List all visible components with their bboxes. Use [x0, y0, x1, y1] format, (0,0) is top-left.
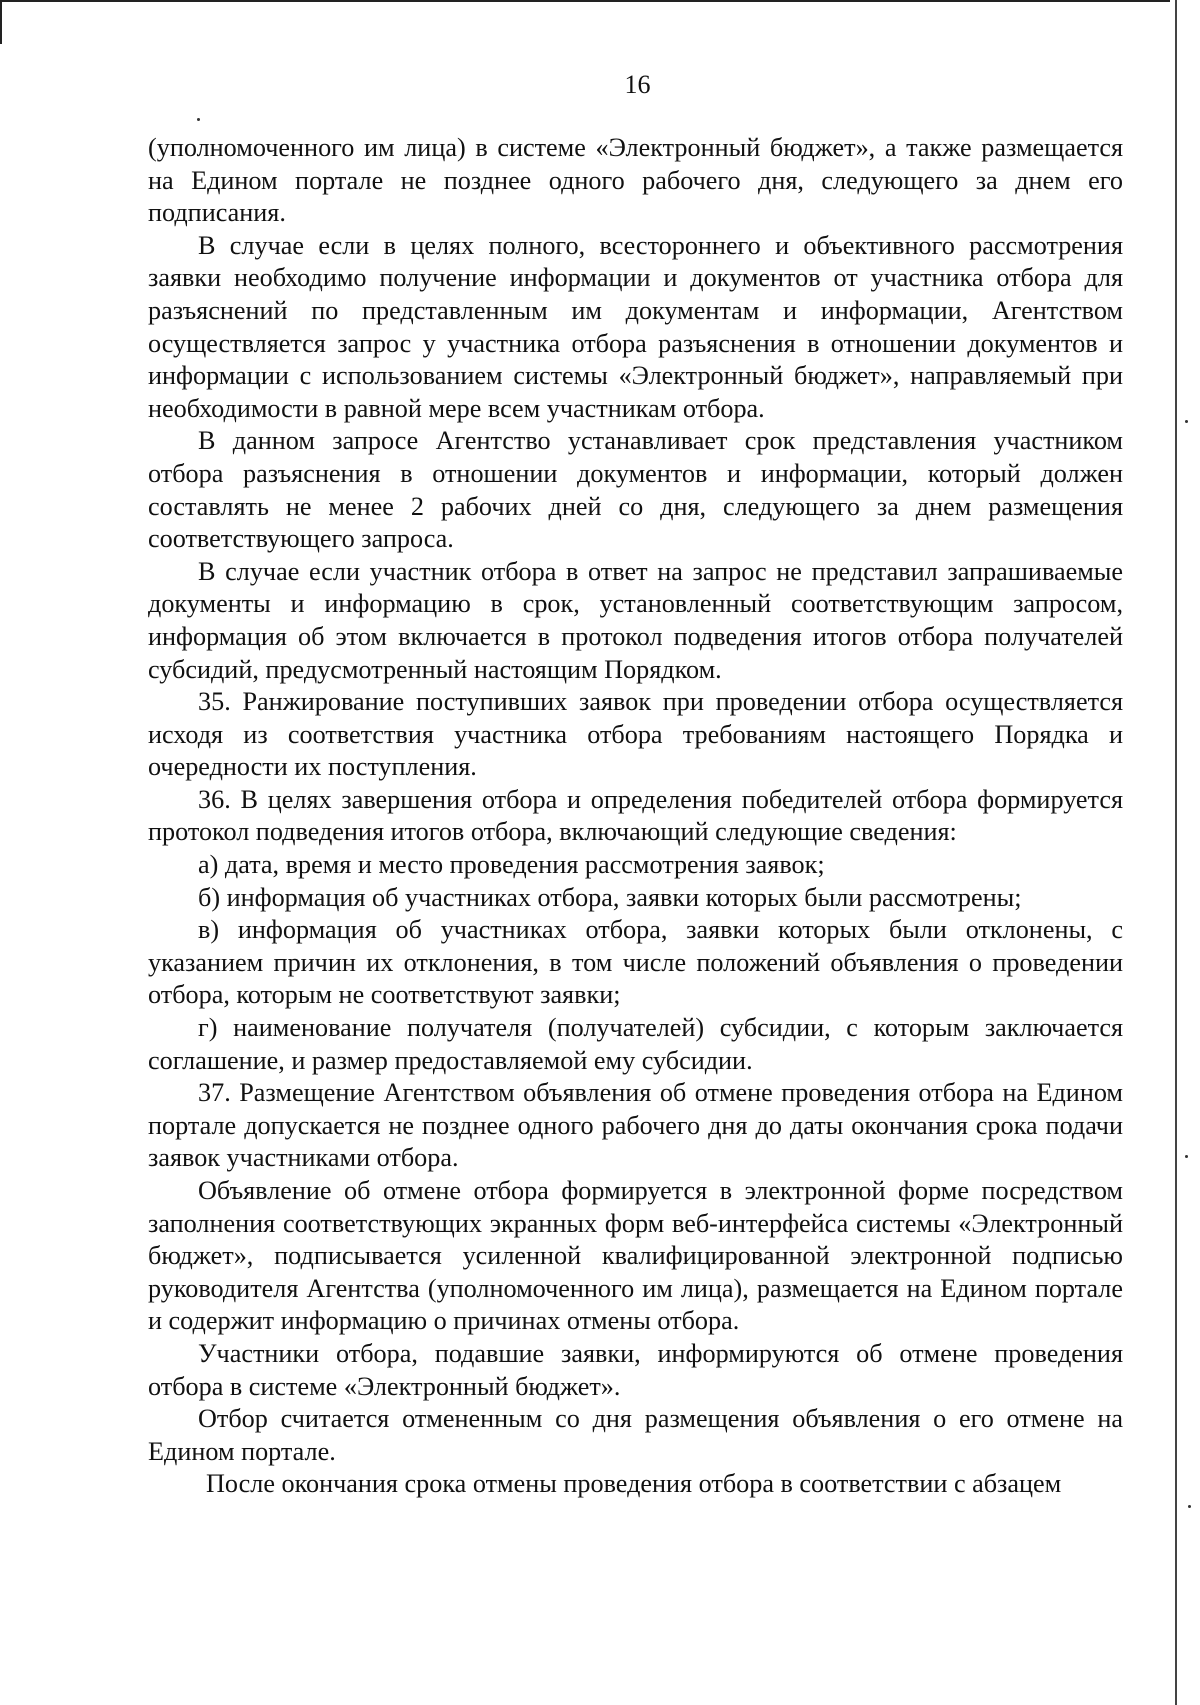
scan-top-border	[0, 0, 1170, 2]
paragraph-item-37: 37. Размещение Агентством объявления об отмене проведения отбора на Едином портале допускается не позднее одного рабочего дня до даты окончания срока подачи заявок участниками отбора.	[148, 1078, 1123, 1173]
paragraph-item-35: 35. Ранжирование поступивших заявок при проведении отбора осуществляется исходя из соответствия участника отбора требованиям настоящего Порядка и очередности их поступления.	[148, 687, 1123, 782]
page-number: 16	[624, 70, 651, 99]
paragraph-request-deadline: В данном запросе Агентство устанавливает срок представления участником отбора разъяснения в отношении документов и информации, который должен составлять не менее 2 рабочих дней со дня, следующего за днем размещения соответствующего запроса.	[148, 426, 1123, 554]
document-body	[148, 132, 1123, 1501]
scan-left-border	[0, 0, 2, 44]
paragraph-no-response: В случае если участник отбора в ответ на запрос не представил запрашиваемые документы и информацию в срок, установленный соответствующим запросом, информация об этом включается в протокол подведения итогов отбора получателей субсидий, предусмотренный настоящим Порядком.	[148, 556, 1123, 684]
paragraph-cancel-announcement: Объявление об отмене отбора формируется в электронной форме посредством заполнения соответствующих экранных форм веб-интерфейса системы «Электронный бюджет», подписывается усиленной квалифицированной электронной подписью руководителя Агентства (уполномоченного им лица), размещается на Едином портале и содержит информацию о причинах отмены отбора.	[148, 1176, 1123, 1336]
scan-speck	[1188, 1505, 1191, 1508]
list-item-a: а) дата, время и место проведения рассмотрения заявок;	[198, 850, 825, 880]
paragraph-item-36: 36. В целях завершения отбора и определения победителей отбора формируется протокол подведения итогов отбора, включающий следующие сведения:	[148, 784, 1123, 847]
scan-speck	[197, 118, 200, 121]
paragraph-continuation: (уполномоченного им лица) в системе «Электронный бюджет», а также размещается на Едином портале не позднее одного рабочего дня, следующего за днем его подписания.	[148, 133, 1123, 228]
list-item-g: г) наименование получателя (получателей) субсидии, с которым заключается соглашение, и размер предоставляемой ему субсидии.	[148, 1013, 1123, 1075]
scan-speck	[1185, 420, 1188, 423]
paragraph-request-clarification: В случае если в целях полного, всестороннего и объективного рассмотрения заявки необходимо получение информации и документов от участника отбора для разъяснений по представленным им документам и информации, Агентством осуществляется запрос у участника отбора разъяснения в отношении документов и информации с использованием системы «Электронный бюджет», направляемый при необходимости в равной мере всем участникам отбора.	[148, 230, 1123, 423]
paragraph-cancel-effective: Отбор считается отмененным со дня размещения объявления о его отмене на Едином портале.	[148, 1404, 1123, 1466]
paragraph-participants-informed: Участники отбора, подавшие заявки, информируются об отмене проведения отбора в системе «Электронный бюджет».	[148, 1338, 1123, 1401]
list-item-v: в) информация об участниках отбора, заявки которых были отклонены, с указанием причин их отклонения, в том числе положений объявления о проведении отбора, которым не соответствуют заявки;	[148, 915, 1123, 1010]
paragraph-after-cancel: После окончания срока отмены проведения отбора в соответствии с абзацем	[206, 1469, 1062, 1499]
list-item-b: б) информация об участниках отбора, заявки которых были рассмотрены;	[198, 882, 1022, 912]
scan-right-border	[1175, 0, 1177, 1705]
scan-speck	[1185, 1155, 1188, 1158]
